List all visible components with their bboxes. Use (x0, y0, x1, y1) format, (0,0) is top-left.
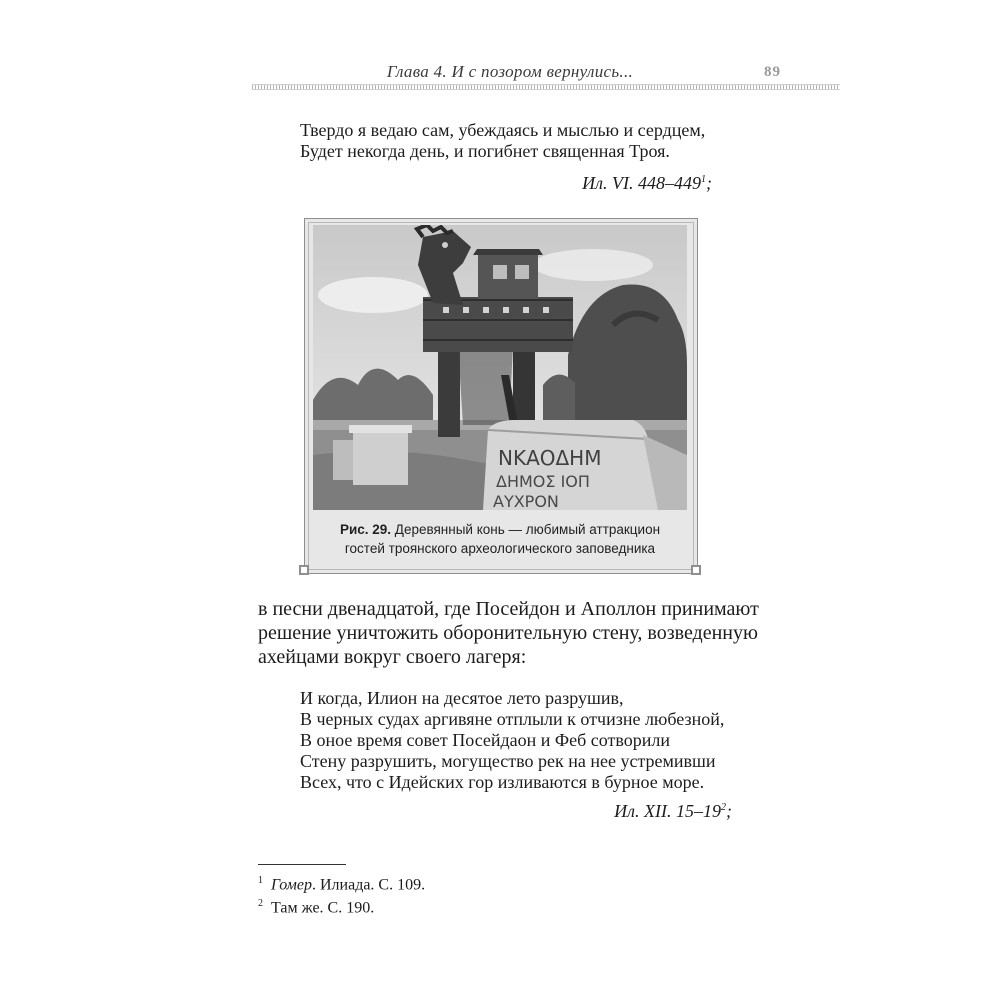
frame-corner-ornament (691, 565, 701, 575)
stone-inscription: ΑΥΧΡΟΝ (493, 492, 559, 510)
footnote-ref[interactable]: 2 (721, 802, 726, 813)
frame-corner-ornament (299, 565, 309, 575)
verse-line: И когда, Илион на десятое лето разрушив, (300, 688, 624, 708)
footnote-text: Там же. С. 190. (271, 899, 375, 917)
verse-line: В черных судах аргивяне отплыли к отчизне любезной, (300, 709, 725, 729)
epigraph-citation-2: Ил. XII. $15-19^2$; (614, 801, 732, 821)
verse-line: Будет некогда день, и погибнет священная Троя. (300, 141, 670, 161)
epigraph-citation-1: Ил. VI. $448-449^1$; (582, 173, 712, 193)
footnote-number: 2 (258, 898, 263, 909)
running-title: Глава 4. И с позором вернулись... (386, 62, 634, 81)
stone-inscription: ΔΗΜΟΣ ΙΟΠ (496, 472, 590, 491)
footnote-text: . Илиада. С. 109. (311, 876, 426, 894)
body-paragraph (258, 597, 758, 669)
epigraph-verse-2 (300, 688, 724, 793)
page-number: 89 (764, 64, 781, 80)
epigraph-verse-1 (300, 120, 705, 162)
verse-line: Твердо я ведаю сам, убеждаясь и мыслью и сердцем, (300, 120, 706, 140)
verse-line: Стену разрушить, могущество рек на нее устремивши (300, 751, 716, 771)
body-line: в песни двенадцатой, где Посейдон и Аполлон принимают (258, 598, 759, 620)
footnote-2 (258, 898, 374, 917)
footnote-ref[interactable]: 1 (701, 174, 706, 185)
trojan-horse-photo (313, 225, 687, 510)
stone-inscription: ΝΚΑΟΔΗΜ (498, 446, 602, 470)
body-line: решение уничтожить оборонительную стену, возведенную (258, 622, 758, 644)
figure-label: Рис. 29. (339, 522, 392, 537)
verse-line: Всех, что с Идейских гор изливаются в бурное море. (300, 772, 705, 792)
body-line: ахейцами вокруг своего лагеря: (258, 646, 527, 668)
footnote-rule (258, 864, 346, 865)
caption-text: гостей троянского археологического заповедника (344, 541, 656, 556)
footnote-author: Гомер (271, 876, 312, 894)
footnote-1 (258, 875, 425, 894)
header-rule (252, 84, 840, 90)
footnote-number: 1 (258, 875, 263, 886)
caption-text: Деревянный конь — любимый аттракцион (391, 522, 661, 537)
verse-line: В оное время совет Посейдаон и Феб сотворили (300, 730, 671, 750)
figure-caption (312, 520, 688, 558)
